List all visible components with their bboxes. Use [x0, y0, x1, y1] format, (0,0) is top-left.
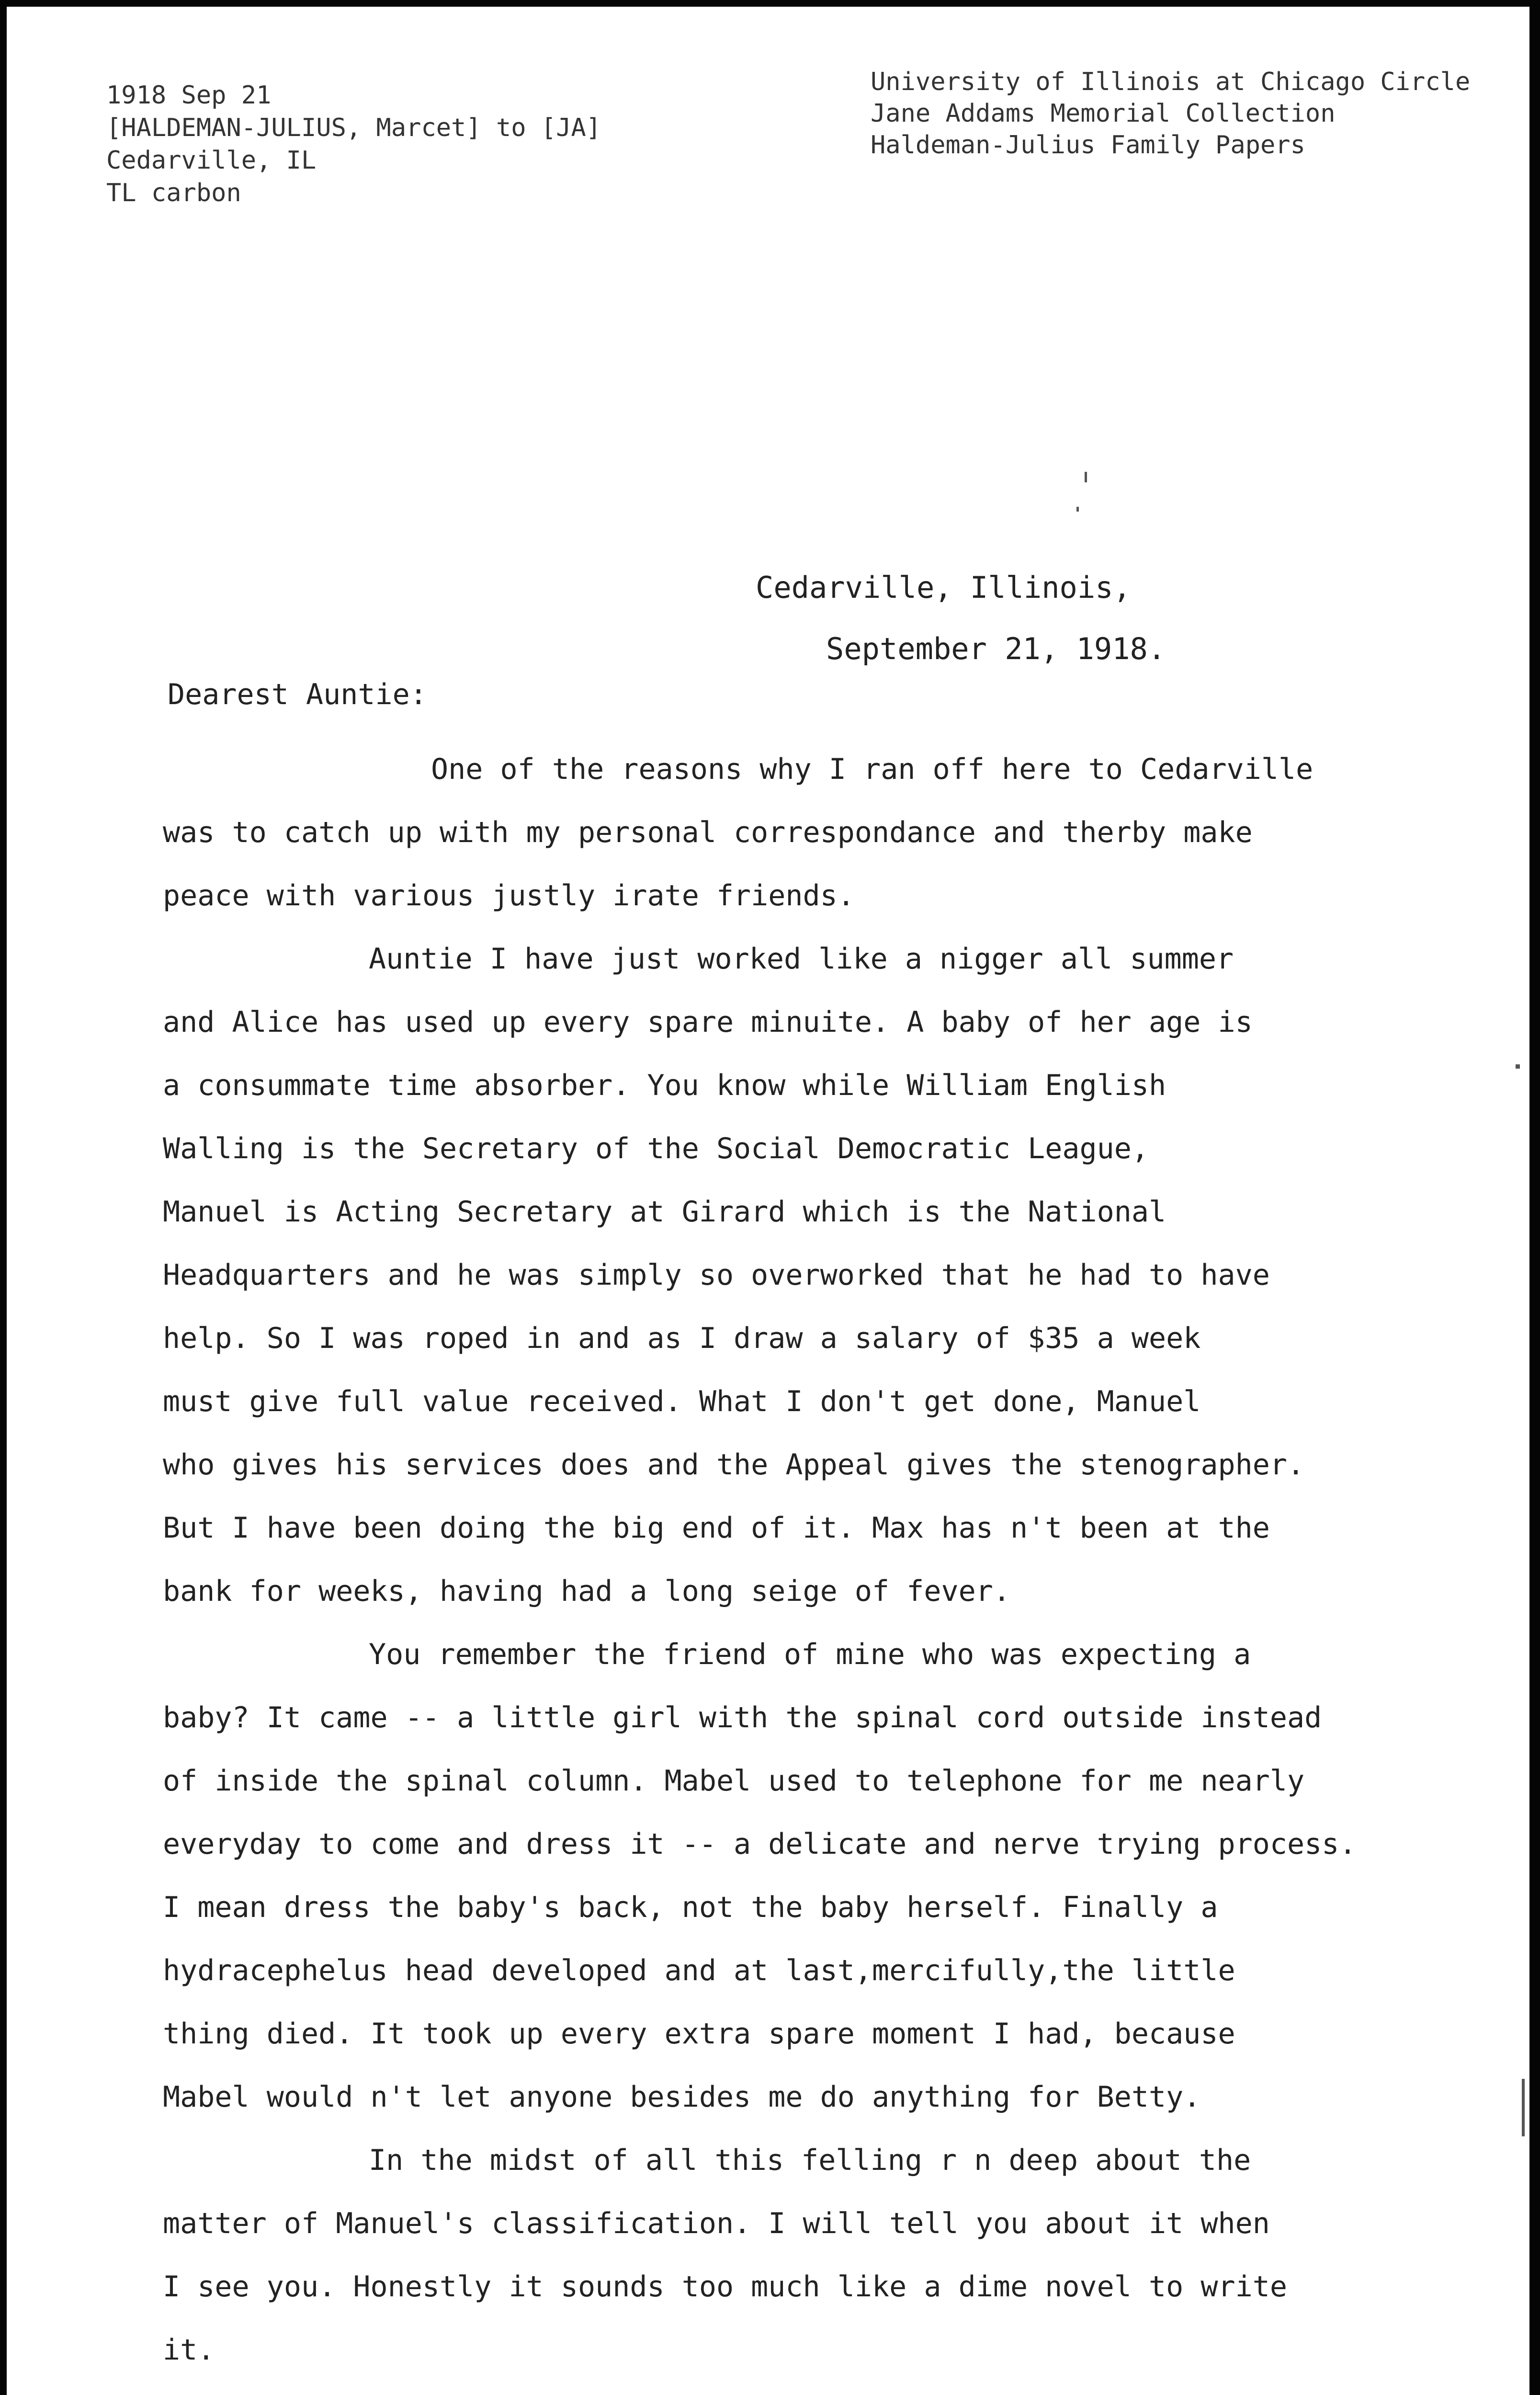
text-line: Auntie I have just worked like a nigger all summer: [369, 942, 1234, 976]
text-line: Manuel is Acting Secretary at Girard which is the National: [163, 1195, 1166, 1229]
text-line: Walling is the Secretary of the Social Democratic League,: [163, 1132, 1149, 1165]
citation-format: TL carbon: [106, 179, 241, 207]
text-line: a consummate time absorber. You know while William English: [163, 1069, 1166, 1102]
text-line: of inside the spinal column. Mabel used to telephone for me nearly: [163, 1764, 1305, 1798]
text-line: bank for weeks, having had a long seige of fever.: [163, 1574, 1011, 1608]
text-line: I see you. Honestly it sounds too much like a dime novel to write: [163, 2270, 1287, 2304]
text-line: I mean dress the baby's back, not the baby herself. Finally a: [163, 1891, 1218, 1924]
text-line: Mabel would n't let anyone besides me do anything for Betty.: [163, 2080, 1201, 2114]
text-line: But I have been doing the big end of it. Max has n't been at the: [163, 1511, 1270, 1545]
text-line: You remember the friend of mine who was expecting a: [369, 1638, 1251, 1671]
citation-place: Cedarville, IL: [106, 146, 317, 175]
scan-speck: [1085, 472, 1087, 482]
collection-institution: University of Illinois at Chicago Circle: [871, 68, 1471, 96]
scan-speck: [1522, 2079, 1525, 2136]
text-line: help. So I was roped in and as I draw a salary of $35 a week: [163, 1322, 1201, 1355]
text-line: In the midst of all this felling r n deep about the: [369, 2144, 1251, 2177]
paragraph-3: [163, 1623, 1389, 2129]
text-line: One of the reasons why I ran off here to Cedarville: [431, 753, 1314, 786]
letter-body: [163, 738, 1389, 2382]
archive-citation: [106, 79, 601, 209]
citation-date: 1918 Sep 21: [106, 81, 272, 110]
text-line: was to catch up with my personal correspondance and therby make: [163, 816, 1253, 849]
text-line: it.: [163, 2333, 215, 2367]
text-line: peace with various justly irate friends.: [163, 879, 855, 912]
text-line: Headquarters and he was simply so overworked that he had to have: [163, 1258, 1270, 1292]
text-line: matter of Manuel's classification. I will tell you about it when: [163, 2207, 1270, 2240]
paragraph-2: [163, 927, 1389, 1623]
scan-speck: [1076, 507, 1079, 512]
collection-series: Haldeman-Julius Family Papers: [871, 131, 1305, 160]
text-line: hydracephelus head developed and at last,mercifully,the little: [163, 1954, 1235, 1987]
letter-salutation: Dearest Auntie:: [168, 678, 427, 711]
text-line: must give full value received. What I don't get done, Manuel: [163, 1385, 1201, 1418]
archive-collection: [871, 66, 1470, 161]
paragraph-4: [163, 2129, 1389, 2382]
text-line: who gives his services does and the Appeal gives the stenographer.: [163, 1448, 1305, 1482]
text-line: everyday to come and dress it -- a delicate and nerve trying process.: [163, 1827, 1357, 1861]
text-line: baby? It came -- a little girl with the spinal cord outside instead: [163, 1701, 1322, 1734]
text-line: thing died. It took up every extra spare moment I had, because: [163, 2017, 1235, 2051]
letter-date: September 21, 1918.: [826, 631, 1166, 666]
citation-correspondents: [HALDEMAN-JULIUS, Marcet] to [JA]: [106, 114, 601, 142]
paragraph-1: [163, 738, 1389, 927]
text-line: and Alice has used up every spare minuite. A baby of her age is: [163, 1005, 1253, 1039]
scan-speck: [1516, 1064, 1520, 1069]
collection-name: Jane Addams Memorial Collection: [871, 99, 1336, 128]
letter-place: Cedarville, Illinois,: [756, 570, 1131, 605]
